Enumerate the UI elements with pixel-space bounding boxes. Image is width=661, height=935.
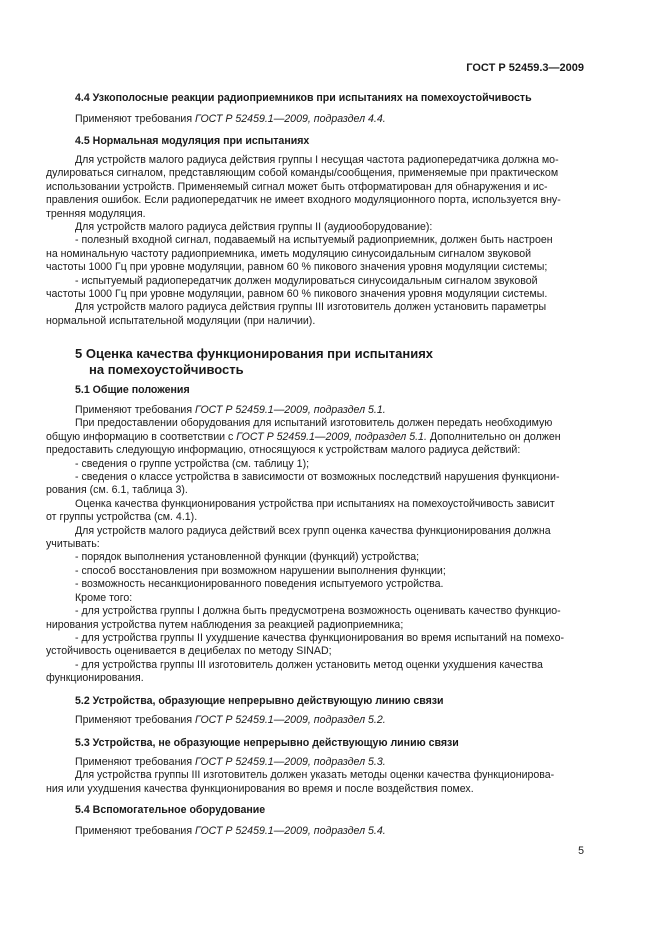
paragraph-line <box>46 431 584 444</box>
text: Применяют требования <box>75 825 196 837</box>
text: Применяют требования <box>75 113 196 125</box>
text: Применяют требования <box>75 404 196 416</box>
list-item-line: - для устройства группы III изготовитель должен установить метод оценки ухудшения качества <box>75 658 543 671</box>
section-4-5-body <box>46 154 584 328</box>
paragraph-line: Для устройств малого радиуса действий всех групп оценка качества функционирования должна <box>75 524 551 537</box>
paragraph-line <box>75 404 584 417</box>
paragraph-line: Для устройства группы III изготовитель должен указать методы оценки качества функционирова- <box>75 769 555 782</box>
section-5-heading-line2: на помехоустойчивость <box>89 362 244 377</box>
paragraph-line <box>75 756 584 769</box>
paragraph-line: от группы устройства (см. 4.1). <box>46 511 198 524</box>
paragraph-line: использовании устройств. Применяемый сигнал может быть отформатирован для обнаружения и ис- <box>46 180 548 193</box>
list-item-line: частоты 1000 Гц при уровне модуляции, равном 60 % пикового значения уровня модуляции системы. <box>46 288 548 301</box>
page-number: 5 <box>578 845 584 857</box>
list-item-line: - для устройства группы I должна быть предусмотрена возможность оценивать качество функцио- <box>75 605 561 618</box>
text: общую информацию в соответствии с <box>46 430 237 443</box>
list-item-line: рования (см. 6.1, таблица 3). <box>46 484 188 497</box>
list-item-line: на номинальную частоту радиоприемника, иметь модуляцию синусоидальным сигналом звуковой <box>46 247 532 260</box>
section-4-5-heading: 4.5 Нормальная модуляция при испытаниях <box>75 135 310 147</box>
section-5-3-heading: 5.3 Устройства, не образующие непрерывно действующую линию связи <box>75 737 459 749</box>
list-item-line: - полезный входной сигнал, подаваемый на испытуемый радиоприемник, должен быть настроен <box>75 234 553 247</box>
standard-reference: ГОСТ Р 52459.1—2009, подраздел 5.2. <box>195 714 386 726</box>
section-5-4-heading: 5.4 Вспомогательное оборудование <box>75 804 266 816</box>
paragraph-line: Оценка качества функционирования устройства при испытаниях на помехоустойчивость зависит <box>75 497 555 510</box>
section-5-3-body <box>46 756 584 796</box>
paragraph-line: нормальной испытательной модуляции (при наличии). <box>46 314 316 327</box>
list-item-line: - сведения о группе устройства (см. таблицу 1); <box>75 457 310 470</box>
list-item-line: - сведения о классе устройства в зависимости от возможных последствий нарушения функциони- <box>75 471 560 484</box>
paragraph-line: правления ошибок. Если радиопередатчик не имеет входного модуляционного порта, используется вну- <box>46 194 561 207</box>
paragraph-line: Для устройств малого радиуса действия группы III изготовитель должен установить параметры <box>75 301 547 314</box>
list-item-line: - испытуемый радиопередатчик должен модулироваться синусоидальным сигналом звуковой <box>75 274 538 287</box>
section-5-1-heading: 5.1 Общие положения <box>75 384 190 396</box>
section-5-1-body <box>46 404 584 686</box>
list-item-line: - способ восстановления при возможном нарушении выполнения функции; <box>75 564 446 577</box>
section-5-heading <box>75 346 584 378</box>
standard-reference: ГОСТ Р 52459.1—2009, подраздел 5.4. <box>195 825 386 837</box>
section-5-2-text <box>75 714 584 727</box>
paragraph-line: предоставить следующую информацию, относящуюся к устройствам малого радиуса действий: <box>46 444 521 457</box>
section-5-4-text <box>75 825 584 838</box>
list-item-line: - для устройства группы II ухудшение качества функционирования во время испытаний на помехо- <box>75 631 565 644</box>
list-item-line: - возможность несанкционированного поведения испытуемого устройства. <box>75 578 444 591</box>
paragraph-line: ния или ухудшения качества функционирования во время и после воздействия помех. <box>46 782 474 795</box>
text: Дополнительно он должен <box>426 430 561 443</box>
paragraph-line: дулироваться сигналом, представляющим собой команды/сообщения, применяемые при практическом <box>46 167 559 180</box>
paragraph-line: Для устройств малого радиуса действия группы I несущая частота радиопередатчика должна мо- <box>75 154 559 166</box>
section-5-heading-line1: 5 Оценка качества функционирования при испытаниях <box>75 346 434 361</box>
list-item-line: функционирования. <box>46 672 144 685</box>
section-5-2-heading: 5.2 Устройства, образующие непрерывно действующую линию связи <box>75 695 444 707</box>
standard-reference: ГОСТ Р 52459.1—2009, подраздел 5.3. <box>195 756 386 768</box>
paragraph-line: тренняя модуляция. <box>46 207 146 220</box>
list-item-line: устойчивость оценивается в децибелах по методу SINAD; <box>46 645 332 658</box>
list-item-line: - порядок выполнения установленной функции (функций) устройства; <box>75 551 420 564</box>
standard-reference: ГОСТ Р 52459.1—2009, подраздел 5.1. <box>236 430 427 443</box>
standard-reference: ГОСТ Р 52459.1—2009, подраздел 4.4. <box>195 113 386 125</box>
text: Применяют требования <box>75 714 196 726</box>
paragraph-line: Для устройств малого радиуса действия группы II (аудиооборудование): <box>75 221 433 234</box>
paragraph-line: Кроме того: <box>75 591 133 604</box>
list-item-line: нирования устройства путем наблюдения за реакцией радиоприемника; <box>46 618 404 631</box>
running-header: ГОСТ Р 52459.3—2009 <box>466 62 584 74</box>
standard-reference: ГОСТ Р 52459.1—2009, подраздел 5.1. <box>195 404 386 416</box>
section-4-4-heading: 4.4 Узкополосные реакции радиоприемников при испытаниях на помехоустойчивость <box>75 92 532 104</box>
text: Применяют требования <box>75 756 196 768</box>
paragraph-line: учитывать: <box>46 538 100 551</box>
list-item-line: частоты 1000 Гц при уровне модуляции, равном 60 % пикового значения уровня модуляции системы; <box>46 261 548 274</box>
section-4-4-text <box>75 113 584 126</box>
paragraph-line: При предоставлении оборудования для испытаний изготовитель должен передать необходимую <box>75 417 553 430</box>
